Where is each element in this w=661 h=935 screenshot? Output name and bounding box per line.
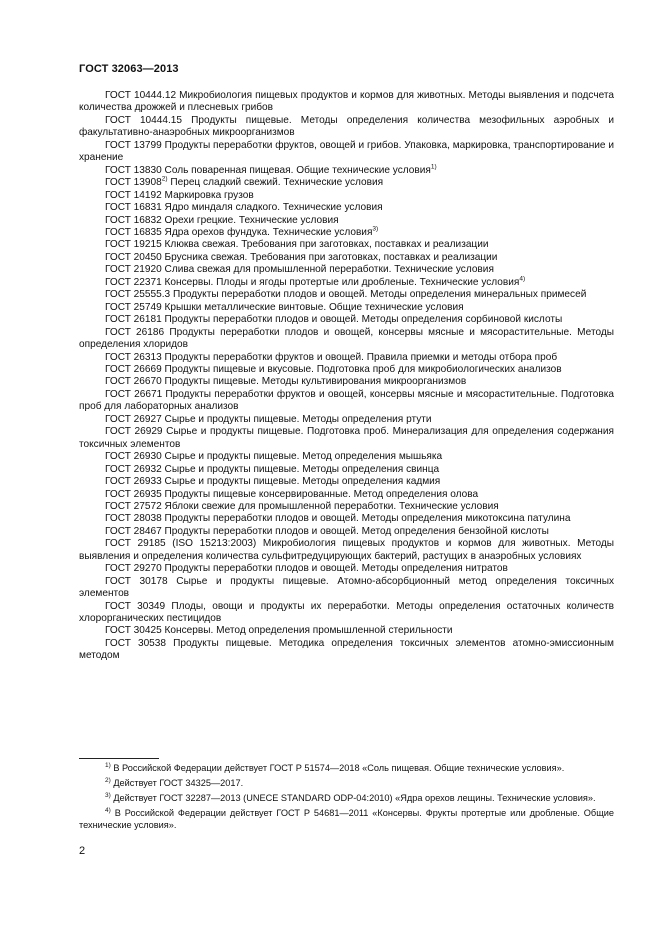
reference-item: ГОСТ 26933 Сырье и продукты пищевые. Методы определения кадмия (105, 476, 441, 488)
reference-item: ГОСТ 10444.15 Продукты пищевые. Методы определения количества мезофильных аэробных и факультативно-анаэробных микроорганизмов (79, 114, 614, 139)
reference-item: ГОСТ 21920 Слива свежая для промышленной переработки. Технические условия (105, 264, 494, 276)
footnote-ref: 2) (161, 175, 168, 183)
footnote-item: $^{1)}$ В Российской Федерации действует ГОСТ Р 51574—2018 «Соль пищевая. Общие технические условия». (105, 761, 565, 773)
reference-item: ГОСТ 13799 Продукты переработки фруктов, овощей и грибов. Упаковка, маркировка, транспортирование и хранение (79, 139, 614, 164)
footnote-item: $^{4)}$ В Российской Федерации действует ГОСТ Р 54681—2011 «Консервы. Фрукты протертые или дробленые. Общие технические условия». (79, 806, 614, 830)
reference-item: ГОСТ 28467 Продукты переработки плодов и овощей. Метод определения бензойной кислоты (105, 525, 549, 537)
reference-item: ГОСТ 28038 Продукты переработки плодов и овощей. Методы определения микотоксина патулина (105, 513, 571, 525)
page-number: 2 (79, 845, 86, 857)
reference-item: ГОСТ 25555.3 Продукты переработки плодов и овощей. Методы определения минеральных примесей (105, 289, 587, 301)
footnotes (79, 762, 614, 834)
reference-item: ГОСТ 26935 Продукты пищевые консервированные. Метод определения олова (105, 488, 479, 500)
footnote-item: $^{2)}$ Действует ГОСТ 34325—2017. (105, 776, 244, 788)
footnote-item: $^{3)}$ Действует ГОСТ 32287—2013 (UNECE STANDARD ODP-04:2010) «Ядра орехов лещины. Технические условия». (105, 791, 596, 803)
footnote-ref: 3) (372, 225, 379, 233)
reference-item: ГОСТ 26929 Сырье и продукты пищевые. Подготовка проб. Минерализация для определения содержания токсичных элементов (79, 426, 614, 450)
reference-item: ГОСТ 30425 Консервы. Метод определения промышленной стерильности (105, 625, 453, 637)
reference-item: ГОСТ 27572 Яблоки свежие для промышленной переработки. Технические условия (105, 500, 499, 512)
footnote-ref: 4) (519, 275, 526, 283)
reference-item: ГОСТ 16832 Орехи грецкие. Технические условия (105, 214, 339, 226)
reference-item: ГОСТ 16831 Ядро миндаля сладкого. Технические условия (105, 202, 383, 214)
reference-item: ГОСТ 16835 Ядра орехов фундука. Технические условия$^{3)}$ (105, 225, 379, 238)
reference-item: ГОСТ 26930 Сырье и продукты пищевые. Метод определения мышьяка (105, 451, 443, 463)
reference-item: ГОСТ 26932 Сырье и продукты пищевые. Методы определения свинца (105, 463, 440, 475)
reference-item: ГОСТ 20450 Брусника свежая. Требования при заготовках, поставках и реализации (105, 251, 498, 263)
reference-item: ГОСТ 13830 Соль поваренная пищевая. Общие технические условия$^{1)}$ (105, 163, 437, 176)
reference-item: ГОСТ 26927 Сырье и продукты пищевые. Методы определения ртути (105, 413, 432, 425)
reference-item: ГОСТ 26313 Продукты переработки фруктов и овощей. Правила приемки и методы отбора проб (105, 351, 558, 363)
normative-references (79, 90, 614, 663)
reference-item: ГОСТ 30538 Продукты пищевые. Методика определения токсичных элементов атомно-эмиссионным методом (79, 637, 614, 662)
footnote-divider (79, 758, 159, 759)
reference-item: ГОСТ 10444.12 Микробиология пищевых продуктов и кормов для животных. Методы выявления и подсчета количества дрожжей и плесневых грибов (79, 90, 614, 114)
reference-item: ГОСТ 22371 Консервы. Плоды и ягоды протертые или дробленые. Технические условия$^{4)}$ (105, 275, 526, 288)
reference-item: ГОСТ 25749 Крышки металлические винтовые. Общие технические условия (105, 301, 464, 313)
reference-item: ГОСТ 29270 Продукты переработки плодов и овощей. Методы определения нитратов (105, 563, 508, 575)
reference-item: ГОСТ 26186 Продукты переработки плодов и овощей, консервы мясные и мясорастительные. Методы определения хлоридов (79, 326, 614, 351)
reference-item: ГОСТ 30178 Сырье и продукты пищевые. Атомно-абсорбционный метод определения токсичных элементов (79, 575, 614, 600)
reference-item: ГОСТ 26670 Продукты пищевые. Методы культивирования микроорганизмов (105, 376, 467, 388)
reference-item: ГОСТ 13908$^{2)}$ Перец сладкий свежий. Технические условия (105, 175, 384, 189)
reference-item: ГОСТ 30349 Плоды, овощи и продукты их переработки. Методы определения остаточных количеств хлорорганических пестицидов (79, 600, 614, 625)
footnote-ref: 1) (430, 163, 437, 171)
reference-item: ГОСТ 26671 Продукты переработки фруктов и овощей, консервы мясные и мясорастительные. Подготовка проб для лабораторных анализов (79, 388, 614, 413)
document-header: ГОСТ 32063—2013 (79, 63, 179, 75)
reference-item: ГОСТ 26181 Продукты переработки плодов и овощей. Методы определения сорбиновой кислоты (105, 314, 563, 326)
reference-item: ГОСТ 26669 Продукты пищевые и вкусовые. Подготовка проб для микробиологических анализов (105, 363, 562, 375)
reference-item: ГОСТ 29185 (ISO 15213:2003) Микробиология пищевых продуктов и кормов для животных. Методы выявления и определения количества сульфитредуцирующих бактерий, растущих в анаэробных условиях (79, 538, 614, 562)
reference-item: ГОСТ 19215 Клюква свежая. Требования при заготовках, поставках и реализации (105, 239, 489, 251)
reference-item: ГОСТ 14192 Маркировка грузов (105, 189, 254, 201)
